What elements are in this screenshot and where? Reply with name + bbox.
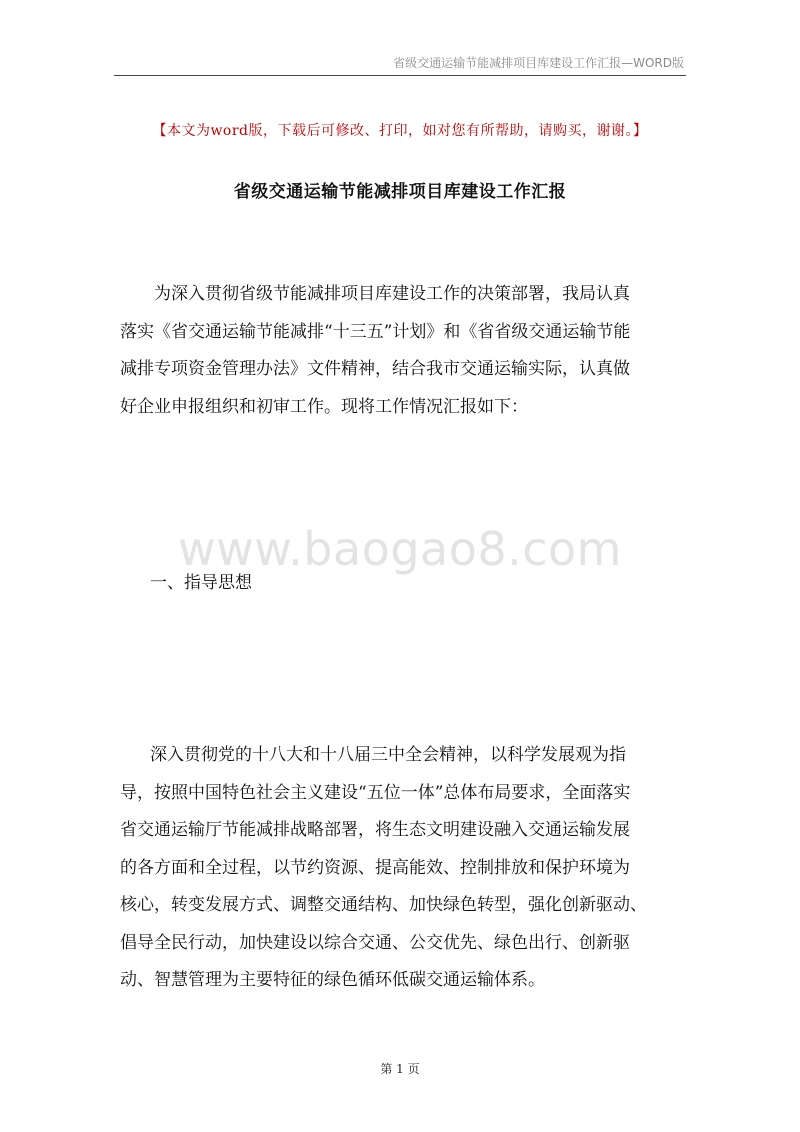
site-watermark: www.baogao8.com — [178, 522, 622, 576]
section-heading: 一、指导思想 — [150, 573, 252, 593]
paragraph-line: 为深入贯彻省级节能减排项目库建设工作的决策部署，我局认真 — [154, 284, 630, 304]
download-notice: 【本文为word版，下载后可修改、打印，如对您有所帮助，请购买，谢谢。】 — [152, 123, 648, 139]
intro-paragraph — [120, 276, 680, 426]
paragraph-line: 的各方面和全过程，以节约资源、提高能效、控制排放和保护环境为 — [120, 857, 630, 878]
running-header: 省级交通运输节能减排项目库建设工作汇报—WORD版 — [393, 56, 684, 70]
document-title: 省级交通运输节能减排项目库建设工作汇报 — [233, 182, 567, 202]
paragraph-line: 省交通运输厅节能减排战略部署，将生态文明建设融入交通运输发展 — [120, 820, 630, 840]
paragraph-line: 导，按照中国特色社会主义建设“五位一体”总体布局要求，全面落实 — [120, 782, 631, 803]
paragraph-line: 减排专项资金管理办法》文件精神，结合我市交通运输实际，认真做 — [120, 359, 630, 379]
guiding-thought-paragraph — [120, 737, 680, 1000]
header-divider — [114, 75, 686, 76]
paragraph-line: 落实《省交通运输节能减排“十三五”计划》和《省省级交通运输节能 — [120, 321, 631, 342]
paragraph-line: 深入贯彻党的十八大和十八届三中全会精神，以科学发展观为指 — [150, 745, 626, 765]
paragraph-line: 核心，转变发展方式、调整交通结构、加快绿色转型，强化创新驱动、 — [120, 895, 647, 915]
page-number: 第 1 页 — [380, 1062, 420, 1076]
paragraph-line: 倡导全民行动，加快建设以综合交通、公交优先、绿色出行、创新驱 — [120, 932, 630, 953]
paragraph-line: 动、智慧管理为主要特征的绿色循环低碳交通运输体系。 — [120, 970, 545, 990]
paragraph-line: 好企业申报组织和初审工作。现将工作情况汇报如下： — [120, 396, 528, 417]
